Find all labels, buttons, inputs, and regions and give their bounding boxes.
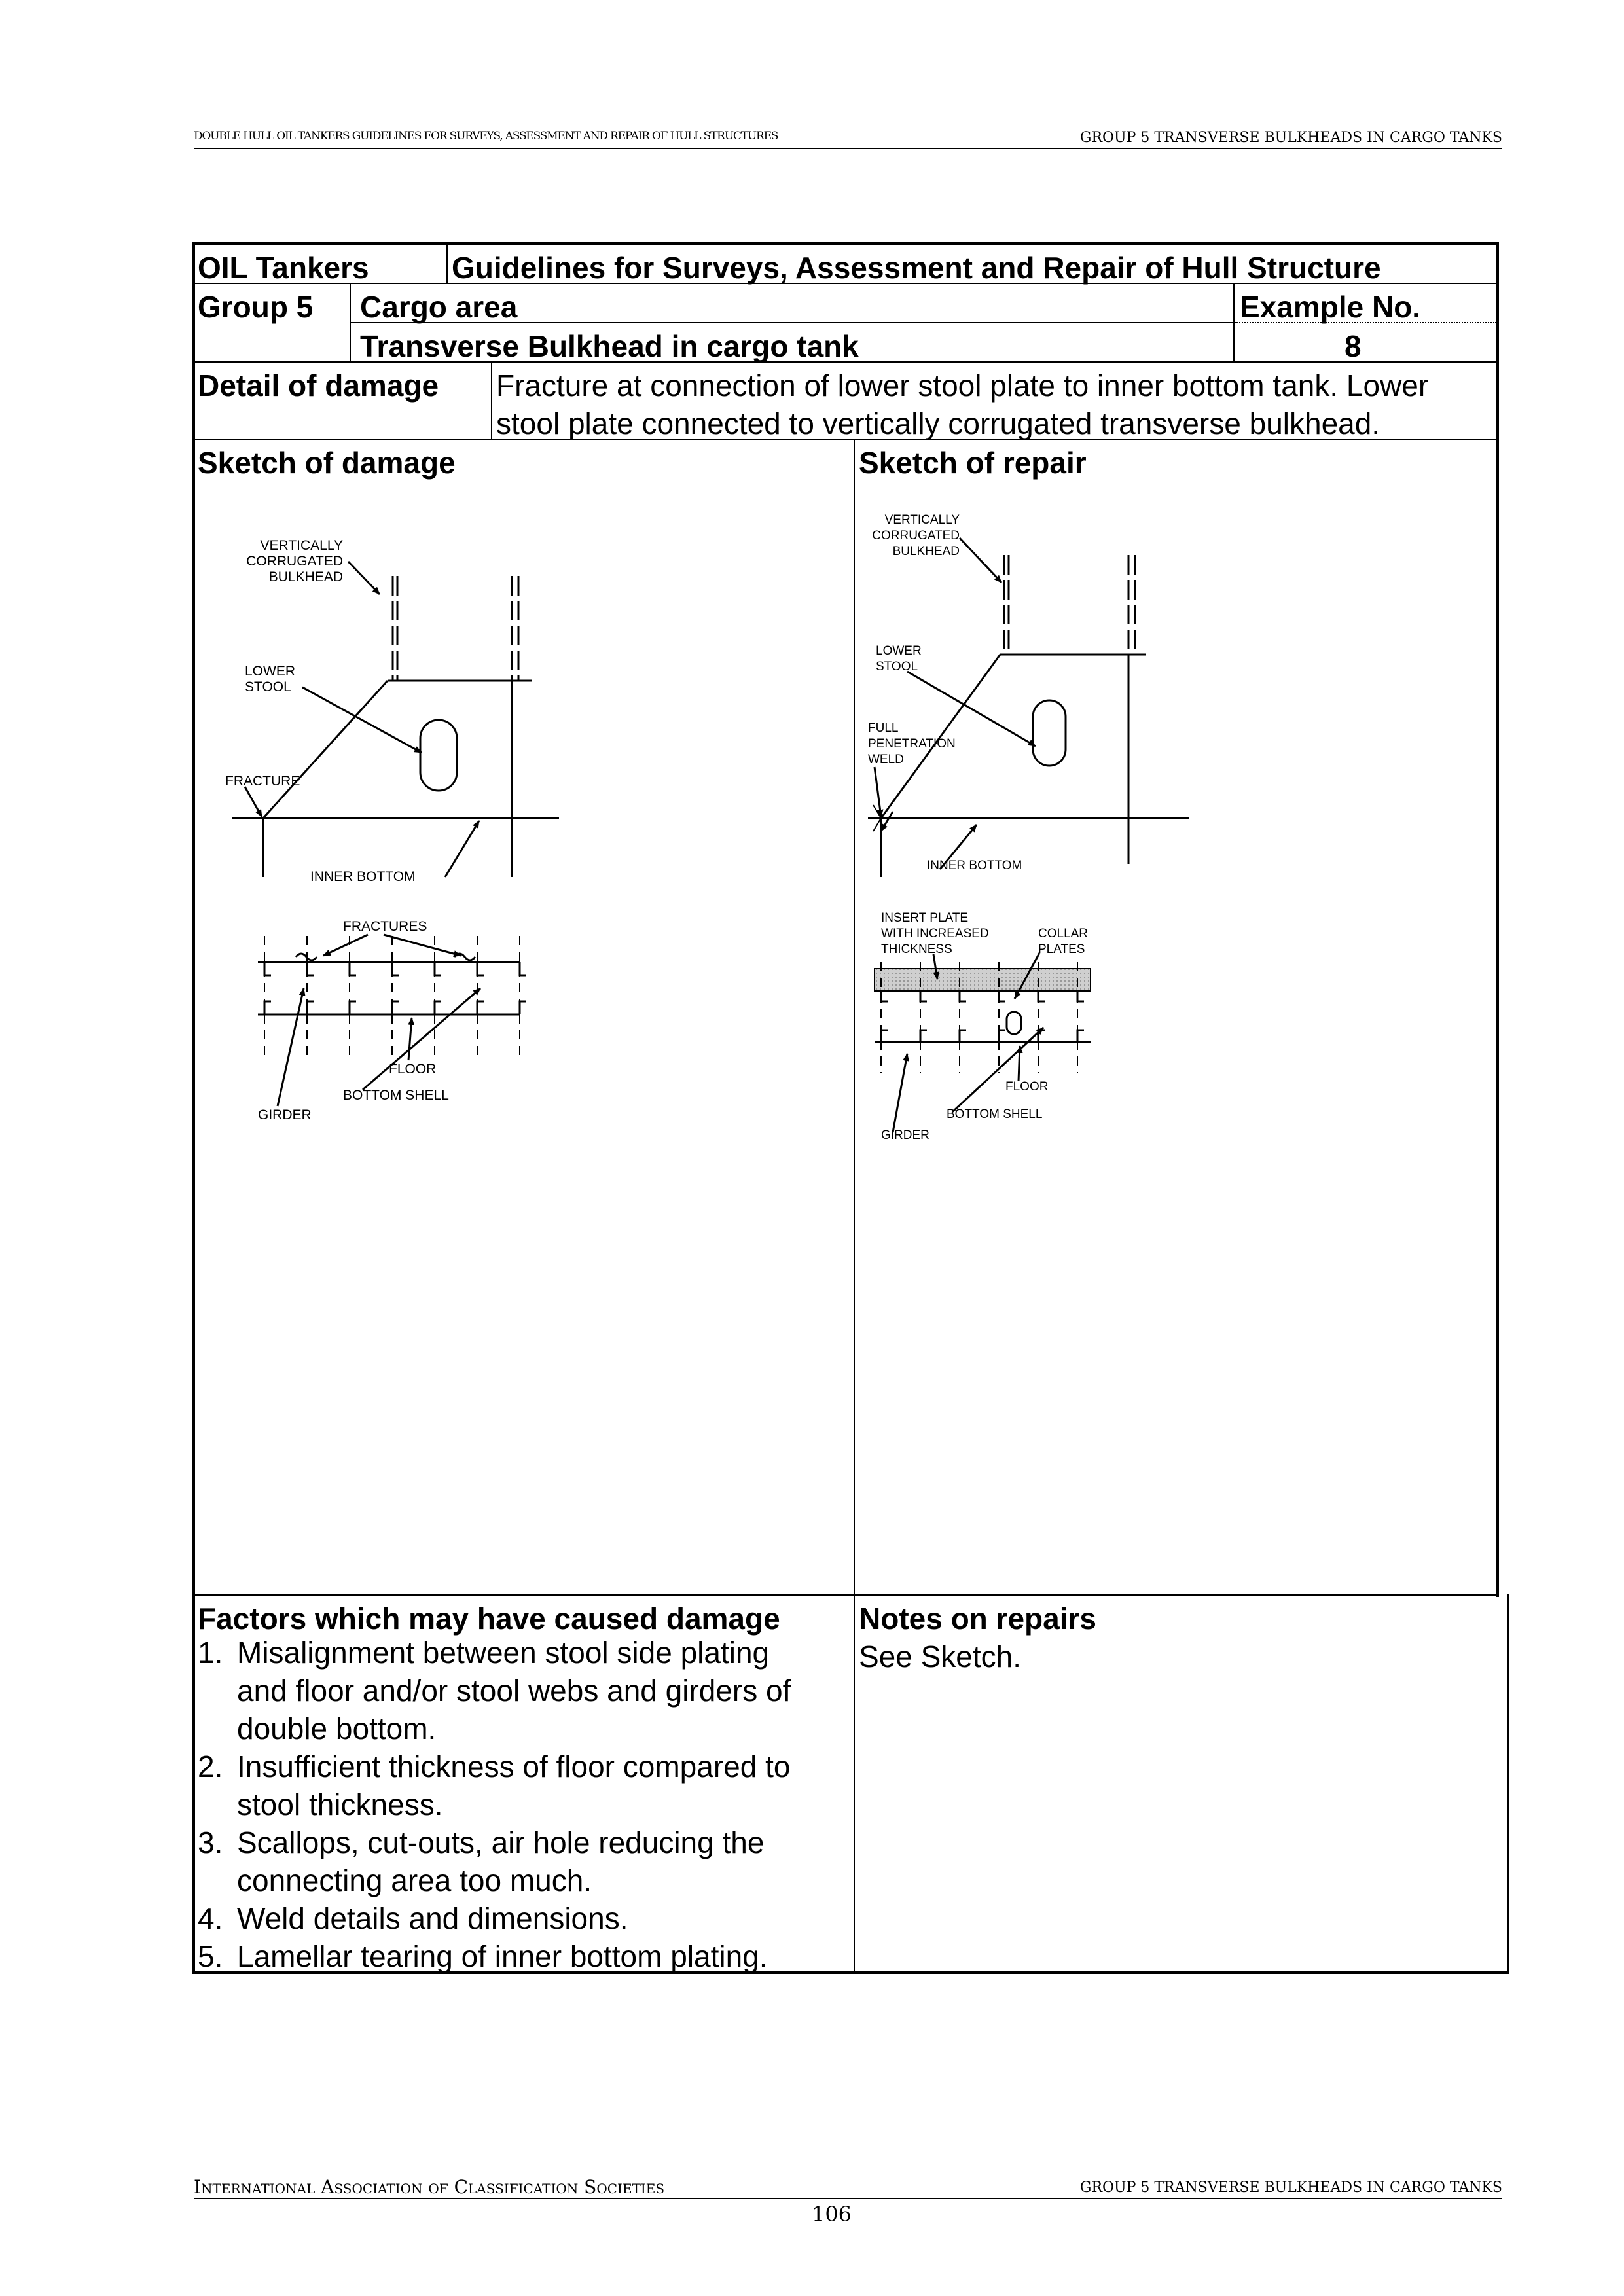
label-corrugated: CORRUGATED bbox=[246, 554, 343, 569]
area-label: Cargo area bbox=[360, 290, 518, 324]
label-floor: FLOOR bbox=[389, 1062, 437, 1077]
label-lower: LOWER bbox=[876, 644, 922, 658]
factor-number: 5. bbox=[198, 1939, 223, 1973]
label-collar-2: PLATES bbox=[1038, 942, 1085, 956]
factor-item bbox=[198, 1937, 791, 1975]
row-rule bbox=[192, 439, 1499, 440]
page-number: 106 bbox=[811, 2202, 852, 2227]
factor-item bbox=[198, 1823, 791, 1899]
frame-right-upper bbox=[1496, 242, 1499, 1597]
factor-number: 4. bbox=[198, 1901, 223, 1935]
label-fractures: FRACTURES bbox=[343, 919, 427, 934]
label-inner-bottom: INNER BOTTOM bbox=[310, 869, 416, 884]
label-penetration: PENETRATION bbox=[868, 737, 956, 751]
label-girder: GIRDER bbox=[258, 1107, 312, 1122]
label-bottom-shell: BOTTOM SHELL bbox=[947, 1107, 1043, 1121]
label-insert-2: WITH INCREASED bbox=[881, 927, 989, 941]
factor-text: Lamellar tearing of inner bottom plating. bbox=[237, 1939, 768, 1973]
notes-text: See Sketch. bbox=[859, 1640, 1022, 1674]
factors-label: Factors which may have caused damage bbox=[198, 1602, 780, 1636]
label-stool: STOOL bbox=[876, 660, 918, 673]
sketch-repair-label: Sketch of repair bbox=[859, 446, 1087, 480]
factor-text: and floor and/or stool webs and girders of bbox=[237, 1674, 791, 1708]
label-stool: STOOL bbox=[245, 679, 291, 694]
row-rule bbox=[192, 283, 1499, 284]
factor-item bbox=[198, 1748, 791, 1823]
row-rule bbox=[192, 361, 1499, 363]
factor-text: double bottom. bbox=[237, 1712, 437, 1746]
factor-text: Insufficient thickness of floor compared to bbox=[237, 1749, 791, 1784]
detail-label: Detail of damage bbox=[198, 368, 439, 403]
running-header-right: GROUP 5 TRANSVERSE BULKHEADS IN CARGO TANKS bbox=[1079, 130, 1502, 146]
label-inner-bottom: INNER BOTTOM bbox=[927, 859, 1022, 872]
row-rule bbox=[350, 322, 1233, 323]
factor-number: 2. bbox=[198, 1749, 223, 1784]
header-rule bbox=[194, 148, 1502, 149]
label-bulkhead: BULKHEAD bbox=[268, 569, 343, 584]
label-floor: FLOOR bbox=[1005, 1080, 1049, 1094]
factor-text: Scallops, cut-outs, air hole reducing the bbox=[237, 1825, 765, 1859]
factor-number: 1. bbox=[198, 1636, 223, 1670]
label-fracture: FRACTURE bbox=[225, 774, 300, 789]
label-lower: LOWER bbox=[245, 664, 296, 679]
label-bulkhead: BULKHEAD bbox=[892, 545, 960, 558]
label-collar-1: COLLAR bbox=[1038, 927, 1089, 941]
guideline-title: Guidelines for Surveys, Assessment and Repair of Hull Structure bbox=[452, 251, 1381, 285]
frame-top bbox=[192, 242, 1499, 245]
label-insert-1: INSERT PLATE bbox=[881, 911, 969, 925]
detail-line-1: Fracture at connection of lower stool plate to inner bottom tank. Lower bbox=[496, 368, 1429, 403]
repair-sketch bbox=[855, 484, 1496, 1401]
divider bbox=[446, 242, 448, 283]
label-vertically: VERTICALLY bbox=[260, 538, 343, 553]
notes-label: Notes on repairs bbox=[859, 1602, 1096, 1636]
label-weld: WELD bbox=[868, 753, 904, 766]
detail-line-2: stool plate connected to vertically corrugated transverse bulkhead. bbox=[496, 406, 1380, 440]
footer-left: International Association of Classification Societies bbox=[194, 2176, 665, 2198]
factor-item bbox=[198, 1899, 791, 1937]
damage-sketch bbox=[192, 484, 854, 1401]
sketch-damage-label: Sketch of damage bbox=[198, 446, 456, 480]
dotted-rule bbox=[1235, 322, 1496, 323]
factor-text: Misalignment between stool side plating bbox=[237, 1636, 770, 1670]
factor-text: connecting area too much. bbox=[237, 1863, 592, 1897]
example-number: 8 bbox=[1344, 329, 1362, 363]
factor-item bbox=[198, 1634, 791, 1748]
running-header-left: DOUBLE HULL OIL TANKERS GUIDELINES FOR SURVEYS, ASSESSMENT AND REPAIR OF HULL STRUCTURES bbox=[194, 130, 778, 143]
factors-list bbox=[198, 1634, 791, 1975]
example-label: Example No. bbox=[1240, 290, 1421, 324]
label-vertically: VERTICALLY bbox=[884, 513, 960, 527]
damage-example-sheet bbox=[192, 242, 1500, 1974]
frame-right-lower bbox=[1507, 1594, 1509, 1974]
footer-right: GROUP 5 TRANSVERSE BULKHEADS IN CARGO TANKS bbox=[1079, 2179, 1502, 2196]
row-rule bbox=[192, 1594, 1499, 1596]
ship-type: OIL Tankers bbox=[198, 251, 369, 285]
footer-rule bbox=[194, 2198, 1502, 2199]
label-girder: GIRDER bbox=[881, 1128, 929, 1142]
divider bbox=[491, 361, 492, 439]
subject-label: Transverse Bulkhead in cargo tank bbox=[360, 329, 859, 363]
group-label: Group 5 bbox=[198, 290, 314, 324]
label-corrugated: CORRUGATED bbox=[872, 529, 960, 543]
label-insert-3: THICKNESS bbox=[881, 942, 952, 956]
factor-text: stool thickness. bbox=[237, 1787, 443, 1821]
label-full: FULL bbox=[868, 721, 899, 735]
factor-text: Weld details and dimensions. bbox=[237, 1901, 628, 1935]
factor-number: 3. bbox=[198, 1825, 223, 1859]
label-bottom-shell: BOTTOM SHELL bbox=[343, 1088, 449, 1103]
